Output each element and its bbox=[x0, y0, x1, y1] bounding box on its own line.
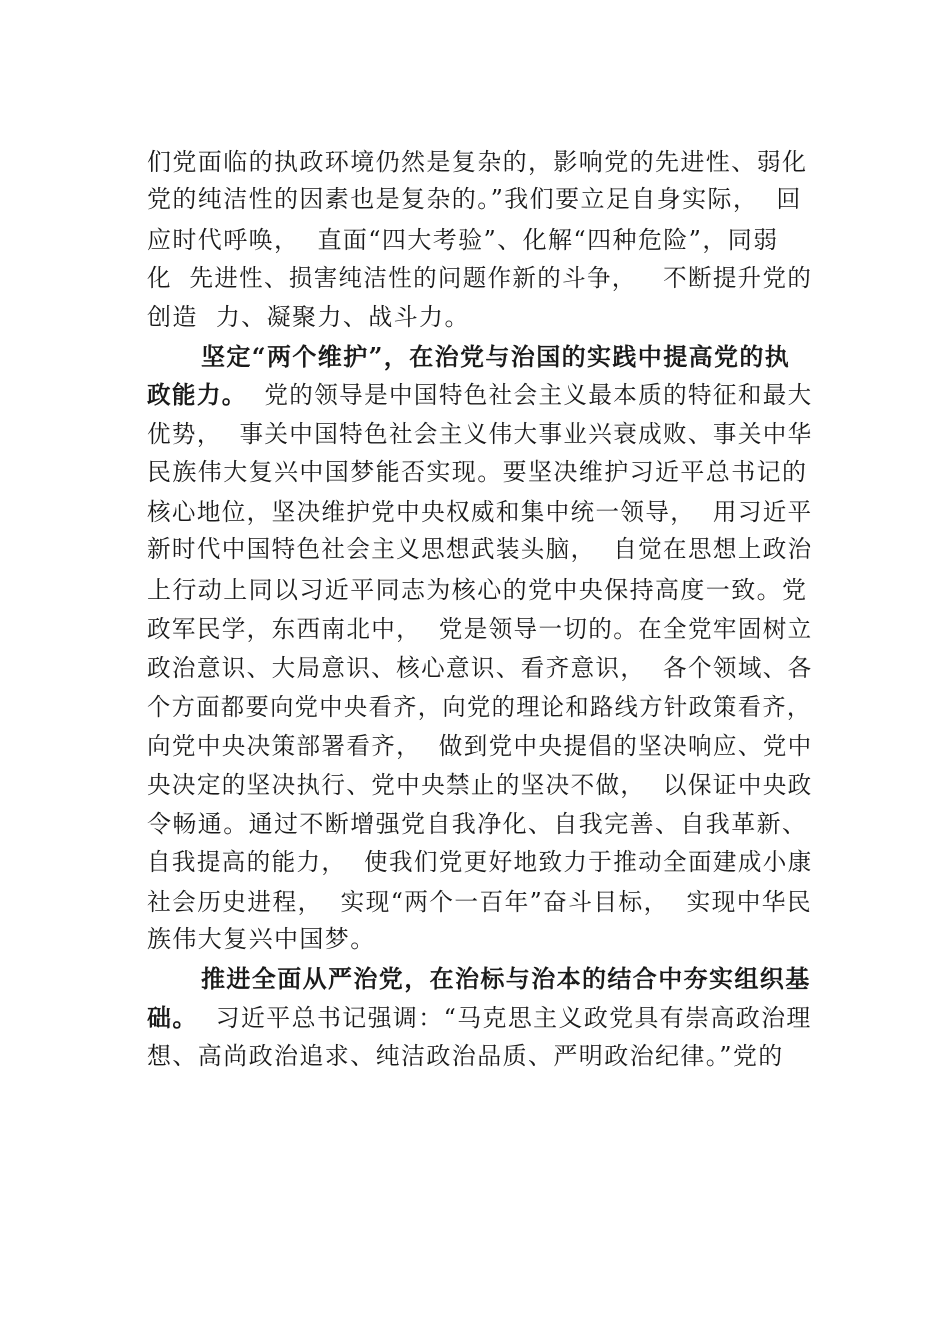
bold-run: 坚定“两个维护”，在治党与治国的实践中提高党的执 bbox=[201, 342, 791, 371]
text-run: 创造 力、凝聚力、战斗力。 bbox=[147, 303, 470, 331]
text-run: 应时代呼唤， 直面“四大考验”、化解“四种危险”，同弱 bbox=[147, 226, 779, 254]
text-run: 化 先进性、损害纯洁性的问题作新的斗争， 不断提升党的 bbox=[147, 264, 813, 292]
text-run: 族伟大复兴中国梦。 bbox=[147, 925, 376, 953]
text-line-12 bbox=[147, 571, 807, 609]
text-line-11 bbox=[147, 530, 813, 568]
text-line-9 bbox=[147, 453, 807, 491]
text-line-20 bbox=[147, 883, 812, 921]
text-line-10 bbox=[147, 493, 813, 531]
text-line-15 bbox=[147, 688, 812, 726]
text-run: 向党中央决策部署看齐， 做到党中央提倡的坚决响应、党中 bbox=[147, 732, 813, 760]
text-line-2 bbox=[147, 180, 802, 218]
text-line-23 bbox=[147, 999, 812, 1037]
text-line-1 bbox=[147, 143, 807, 181]
text-run: 党的纯洁性的因素也是复杂的。”我们要立足自身实际， 回 bbox=[147, 185, 802, 213]
paragraph-heading-1 bbox=[201, 338, 790, 376]
text-run: 政军民学，东西南北中， 党是领导一切的。在全党牢固树立 bbox=[147, 615, 813, 643]
text-line-3 bbox=[147, 221, 779, 259]
text-run: 令畅通。通过不断增强党自我净化、自我完善、自我革新、 bbox=[147, 810, 808, 838]
text-run: 央决定的坚决执行、党中央禁止的坚决不做， 以保证中央政 bbox=[147, 771, 813, 799]
text-run: 新时代中国特色社会主义思想武装头脑， 自觉在思想上政治 bbox=[147, 535, 813, 563]
text-run: 上行动上同以习近平同志为核心的党中央保持高度一致。党 bbox=[147, 576, 808, 604]
text-line-8 bbox=[147, 415, 813, 453]
text-run: 优势， 事关中国特色社会主义伟大事业兴衰成败、事关中华 bbox=[147, 420, 813, 448]
text-run: 民族伟大复兴中国梦能否实现。要坚决维护习近平总书记的 bbox=[147, 458, 808, 486]
text-line-13 bbox=[147, 610, 813, 648]
text-line-14 bbox=[147, 649, 813, 687]
text-line-7 bbox=[147, 376, 813, 414]
text-run: 自我提高的能力， 使我们党更好地致力于推动全面建成小康 bbox=[147, 848, 813, 876]
text-line-16 bbox=[147, 727, 813, 765]
text-line-5 bbox=[147, 298, 470, 336]
text-run: 想、高尚政治追求、纯洁政治品质、严明政治纪律。”党的 bbox=[147, 1042, 784, 1070]
text-run: 核心地位，坚决维护党中央权威和集中统一领导， 用习近平 bbox=[147, 498, 813, 526]
paragraph-heading-2 bbox=[201, 960, 811, 998]
text-run: 社会历史进程， 实现“两个一百年”奋斗目标， 实现中华民 bbox=[147, 888, 812, 916]
text-line-21 bbox=[147, 920, 376, 958]
text-line-4 bbox=[147, 259, 812, 297]
text-run: 政治意识、大局意识、核心意识、看齐意识， 各个领域、各 bbox=[147, 654, 813, 682]
text-line-18 bbox=[147, 805, 807, 843]
text-line-24 bbox=[147, 1037, 784, 1075]
bold-run: 政能力。 bbox=[147, 380, 247, 409]
text-line-17 bbox=[147, 766, 813, 804]
text-run: 们党面临的执政环境仍然是复杂的，影响党的先进性、弱化 bbox=[147, 148, 808, 176]
text-run: 个方面都要向党中央看齐，向党的理论和路线方针政策看齐， bbox=[147, 693, 812, 721]
text-run: 党的领导是中国特色社会主义最本质的特征和最大 bbox=[246, 381, 813, 409]
text-run: 习近平总书记强调：“马克思主义政党具有崇高政治理 bbox=[197, 1004, 812, 1032]
text-line-19 bbox=[147, 843, 813, 881]
bold-run: 础。 bbox=[147, 1003, 198, 1032]
bold-run: 推进全面从严治党，在治标与治本的结合中夯实组织基 bbox=[201, 964, 811, 993]
